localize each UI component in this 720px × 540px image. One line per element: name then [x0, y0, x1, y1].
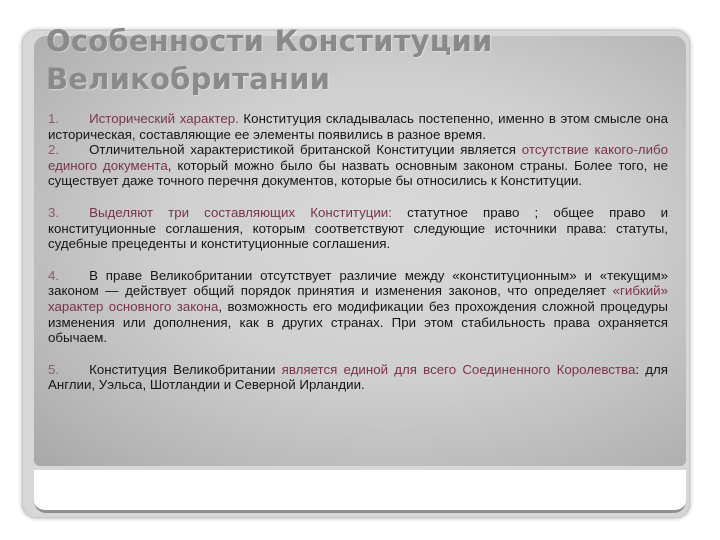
item-text: статутное право ; общее право и конституционные соглашения, которым соответствуют следующие источники права: статуты, судебные прецеденты и конституционные соглашения. [48, 204, 668, 252]
item-highlight: отсутствие какого-либо единого документа [48, 142, 669, 173]
item-text: , возможность его модификации без прохождения сложной процедуры изменения или дополнения, как в других странах. При этом стабильность права охраняется обычаем. [48, 298, 668, 346]
list-item-2 [48, 142, 668, 189]
item-number: 5. [48, 361, 60, 377]
item-text: , который можно было бы назвать основным законом страны. Более того, не существует даже точного перечня документов, которые бы относились к Конституции. [48, 157, 668, 189]
item-text: : для Англии, Уэльса, Шотландии и Северной Ирландии. [48, 361, 668, 393]
item-number: 4. [48, 267, 60, 283]
slide-body [48, 111, 668, 393]
item-text: Конституция Великобритании [89, 361, 282, 377]
item-number: 1. [48, 111, 60, 126]
item-number: 2. [48, 142, 60, 158]
list-item-3 [48, 205, 668, 252]
item-number: 3. [48, 204, 60, 220]
list-item-1 [48, 111, 668, 142]
list-item-5 [48, 362, 668, 393]
title-line-1: Особенности Конституции [46, 24, 493, 58]
item-highlight: Исторический характер. [89, 111, 239, 126]
item-highlight: Выделяют три составляющих Конституции: [89, 204, 392, 220]
item-text: Конституция складывалась постепенно, именно в этом смысле она историческая, составляющие ее элементы появились в разное время. [48, 111, 669, 142]
item-highlight: является единой для всего Соединенного Королевства [281, 361, 636, 377]
item-text: Отличительной характеристикой британской Конституции является [89, 142, 522, 158]
slide-title [46, 22, 606, 98]
title-line-2: Великобритании [46, 62, 331, 96]
list-item-4 [48, 268, 668, 346]
slide-footer-area [34, 470, 686, 513]
item-text: В праве Великобритании отсутствует различие между «конституционным» и «текущим» законом — действует общий порядок принятия и изменения законов, что определяет [48, 267, 668, 299]
item-highlight: «гибкий» характер основного закона [48, 283, 668, 314]
